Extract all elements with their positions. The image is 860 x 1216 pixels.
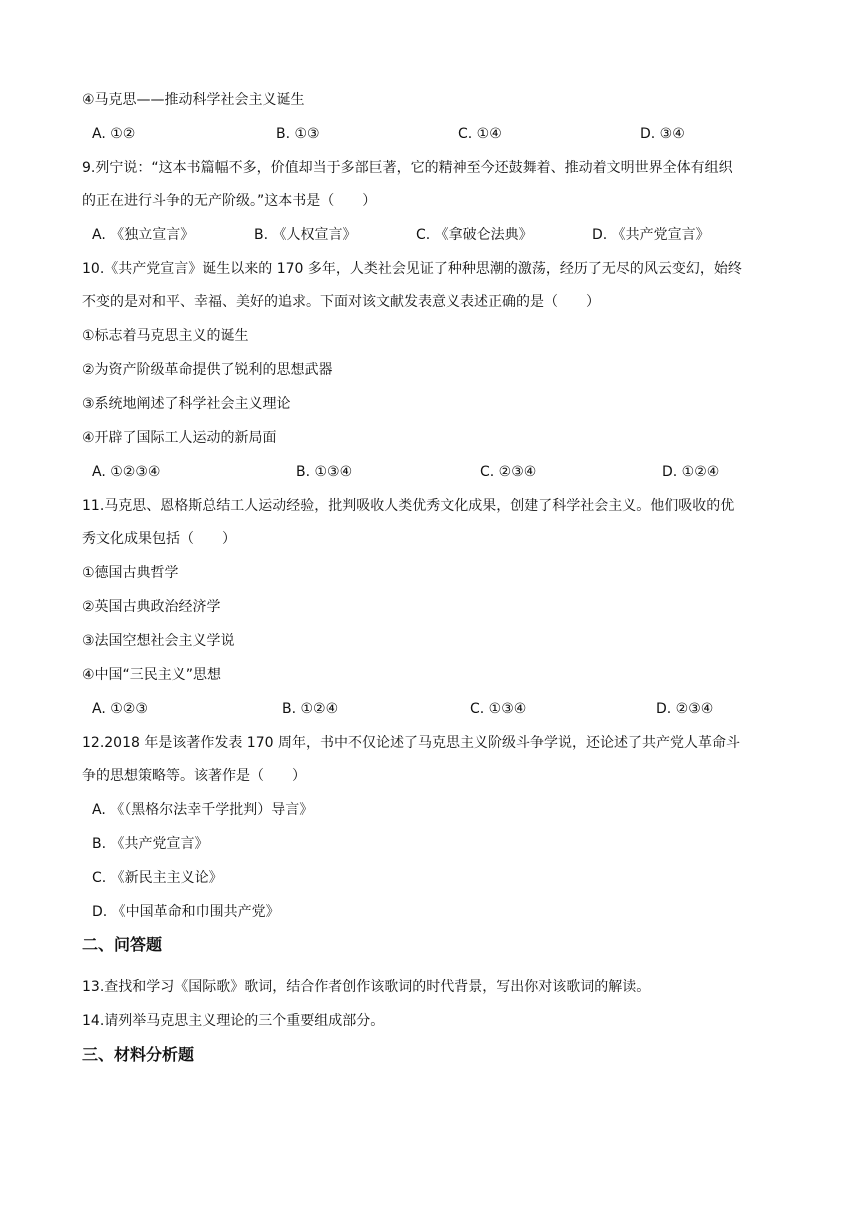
q9-option-b: B. 《人权宣言》 (254, 227, 357, 243)
q8-option-d: D. ③④ (640, 126, 685, 142)
q9-option-d: D. 《共产党宣言》 (592, 227, 710, 243)
section-3-heading: 三、材料分析题 (82, 1045, 195, 1064)
q11-option-c: C. ①③④ (470, 701, 527, 717)
section-2-heading: 二、问答题 (82, 935, 163, 954)
q10-option-b: B. ①③④ (296, 464, 353, 480)
q11-item-2: ②英国古典政治经济学 (82, 599, 221, 615)
q14-stem: 14.请列举马克思主义理论的三个重要组成部分。 (82, 1013, 385, 1029)
q8-option-a: A. ①② (92, 126, 136, 142)
q11-item-3: ③法国空想社会主义学说 (82, 633, 235, 649)
q12-option-a: A. 《（黑格尔法幸千学批判）导言》 (92, 802, 314, 818)
q11-stem-line-1: 11.马克思、恩格斯总结工人运动经验，批判吸收人类优秀文化成果，创建了科学社会主义。他们吸收的优 (82, 498, 735, 514)
q8-option-c: C. ①④ (458, 126, 502, 142)
q8-option-b: B. ①③ (276, 126, 320, 142)
q11-stem-line-2: 秀文化成果包括（ ） (82, 531, 236, 547)
q10-item-1: ①标志着马克思主义的诞生 (82, 328, 249, 344)
q10-item-2: ②为资产阶级革命提供了锐利的思想武器 (82, 362, 333, 378)
q10-item-3: ③系统地阐述了科学社会主义理论 (82, 396, 291, 412)
q11-item-1: ①德国古典哲学 (82, 565, 179, 581)
q12-stem-line-1: 12.2018 年是该著作发表 170 周年，书中不仅论述了马克思主义阶级斗争学说，还论述了共产党人革命斗 (82, 735, 740, 751)
q11-option-d: D. ②③④ (656, 701, 714, 717)
q9-stem-line-1: 9.列宁说：“这本书篇幅不多，价值却当于多部巨著，它的精神至今还鼓舞着、推动着文明世界全体有组织 (82, 160, 733, 176)
q13-stem: 13.查找和学习《国际歌》歌词，结合作者创作该歌词的时代背景，写出你对该歌词的解读。 (82, 979, 651, 995)
q11-item-4: ④中国“三民主义”思想 (82, 667, 222, 683)
q10-stem-line-1: 10.《共产党宣言》诞生以来的 170 多年，人类社会见证了种种思潮的激荡，经历了无尽的风云变幻，始终 (82, 261, 742, 277)
q8-item-4: ④马克思——推动科学社会主义诞生 (82, 92, 305, 108)
q12-option-b: B. 《共产党宣言》 (92, 836, 209, 852)
q9-option-a: A. 《独立宣言》 (92, 227, 195, 243)
q9-stem-line-2: 的正在进行斗争的无产阶级。”这本书是（ ） (82, 193, 377, 209)
q12-stem-line-2: 争的思想策略等。该著作是（ ） (82, 768, 306, 784)
q10-option-d: D. ①②④ (662, 464, 720, 480)
q11-option-b: B. ①②④ (282, 701, 339, 717)
q12-option-c: C. 《新民主主义论》 (92, 870, 223, 886)
q10-option-c: C. ②③④ (480, 464, 537, 480)
q11-option-a: A. ①②③ (92, 701, 148, 717)
q12-option-d: D. 《中国革命和巾围共产党》 (92, 904, 280, 920)
q9-option-c: C. 《拿破仑法典》 (416, 227, 533, 243)
q10-option-a: A. ①②③④ (92, 464, 161, 480)
q10-stem-line-2: 不变的是对和平、幸福、美好的追求。下面对该文献发表意义表述正确的是（ ） (82, 294, 600, 310)
q10-item-4: ④开辟了国际工人运动的新局面 (82, 430, 277, 446)
